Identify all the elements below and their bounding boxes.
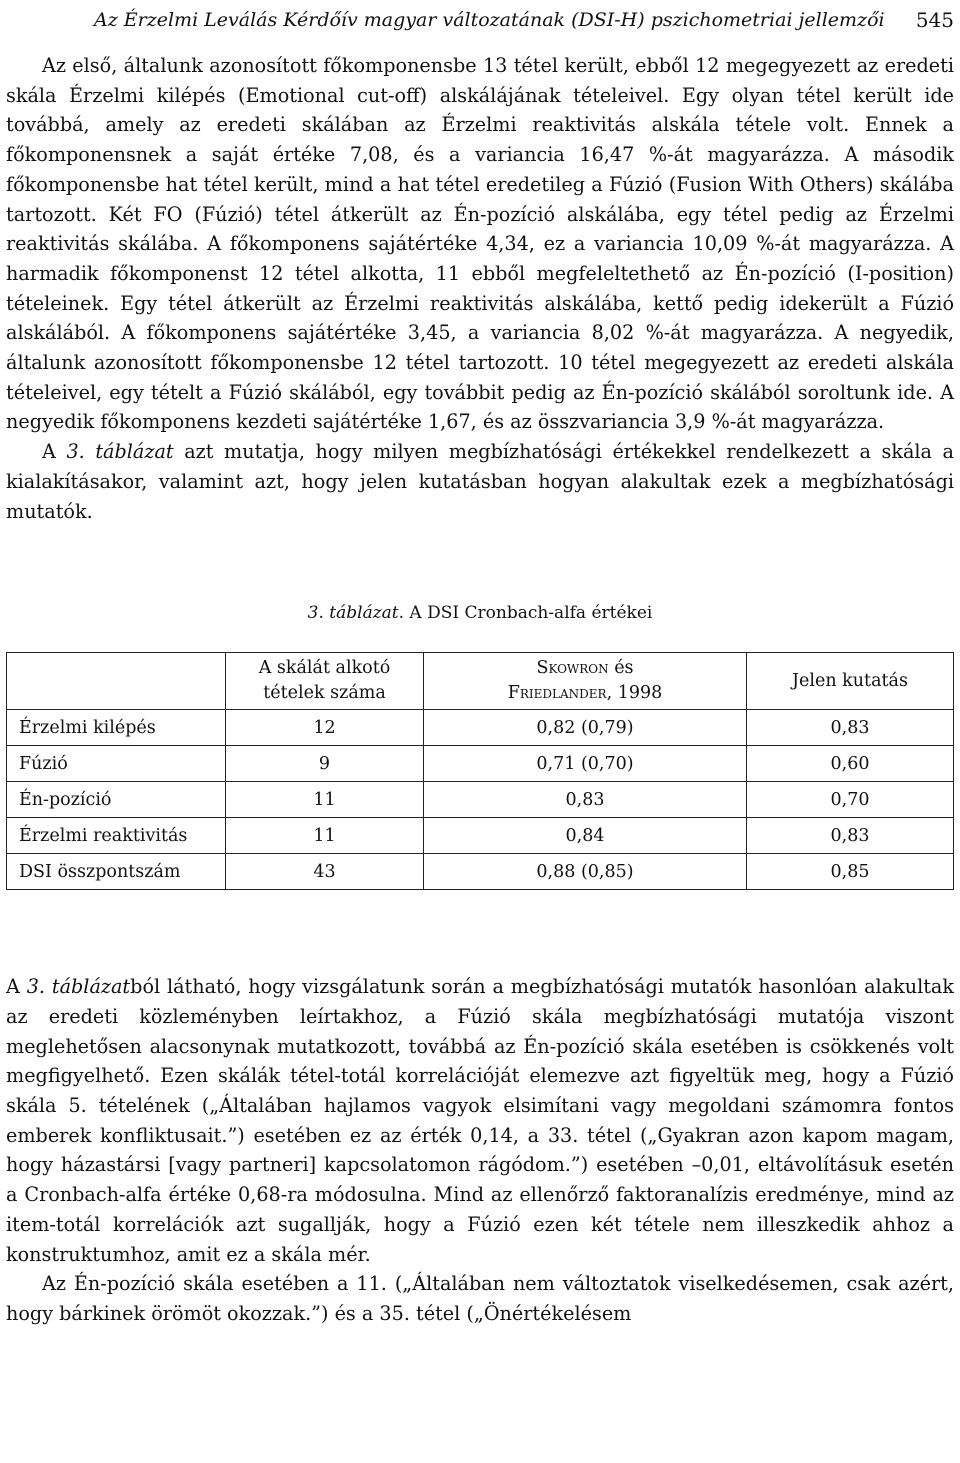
row-current-alpha: 0,85 <box>747 854 954 890</box>
row-original-alpha: 0,82 (0,79) <box>424 710 747 746</box>
header-item-count-line2: tételek száma <box>263 683 386 704</box>
table-caption-label: 3. táblázat <box>307 603 399 624</box>
row-item-count: 11 <box>226 782 424 818</box>
table-ref-number: 3. <box>66 440 85 464</box>
paragraph-i-position: Az Én-pozíció skála esetében a 11. („Általában nem változtatok viselkedésemen, csak azért, hogy bárkinek örömöt okozzak.”) és a 35. tétel („Önértékelésem <box>6 1272 954 1325</box>
table-caption-text: . A DSI Cronbach-alfa értékei <box>398 603 653 624</box>
row-label: Én-pozíció <box>7 782 226 818</box>
row-current-alpha: 0,83 <box>747 710 954 746</box>
paragraph-table-intro-lead: A <box>42 440 67 464</box>
table-ref-word: táblázat <box>84 440 174 464</box>
header-original-study <box>424 653 747 710</box>
page-number: 545 <box>915 8 954 32</box>
table-row <box>7 746 954 782</box>
header-current-study: Jelen kutatás <box>747 653 954 710</box>
header-item-count <box>226 653 424 710</box>
row-original-alpha: 0,83 <box>424 782 747 818</box>
cronbach-alpha-table <box>6 652 954 890</box>
row-item-count: 11 <box>226 818 424 854</box>
header-year: , 1998 <box>606 683 663 704</box>
header-and: és <box>608 658 634 679</box>
table-row <box>7 818 954 854</box>
row-label: Fúzió <box>7 746 226 782</box>
row-current-alpha: 0,70 <box>747 782 954 818</box>
table-row <box>7 782 954 818</box>
row-current-alpha: 0,83 <box>747 818 954 854</box>
page <box>6 0 954 1329</box>
header-item-count-line1: A skálát alkotó <box>258 658 391 679</box>
row-label: DSI összpontszám <box>7 854 226 890</box>
paragraph-factor-analysis: Az első, általunk azonosított főkomponensbe 13 tétel került, ebből 12 megegyezett az eredeti skála Érzelmi kilépés (Emotional cut-off) alskálájának tételeivel. Egy olyan tétel került ide továbbá, amely az eredeti skálában az Érzelmi reaktivitás alskála tétele volt. Ennek a főkomponensnek a saját értéke 7,08, és a variancia 16,47 %-át magyarázza. A második főkomponensbe hat tétel került, mind a hat tétel eredetileg a Fúzió (Fusion With Others) skálába tartozott. Két FO (Fúzió) tétel átkerült az Én-pozíció alskálába, egy tétel pedig az Érzelmi reaktivitás skálába. A főkomponens sajátértéke 4,34, ez a variancia 10,09 %-át magyarázza. A harmadik főkomponenst 12 tétel alkotta, 11 ebből megfeleltethető az Én-pozíció (I-position) tételeinek. Egy tétel átkerült az Érzelmi reaktivitás alskálába, kettő pedig idekerült a Fúzió alskálából. A főkomponens sajátértéke 3,45, a variancia 8,02 %-át magyarázza. A negyedik, általunk azonosított főkomponensbe 12 tétel tartozott. 10 tétel megegyezett az eredeti alskála tételeivel, egy tételt a Fúzió skálából, egy továbbit pedig az Én-pozíció skálából soroltunk ide. A negyedik főkomponens kezdeti sajátértéke 1,67, és az összvariancia 3,9 %-át magyarázza. <box>6 54 954 434</box>
paragraph-table-intro <box>6 437 954 526</box>
table-ref-number: 3. <box>26 975 46 999</box>
row-item-count: 9 <box>226 746 424 782</box>
paragraph-reliability-discussion <box>6 972 954 1269</box>
paragraph-table-intro-rest: azt mutatja, hogy milyen megbízhatósági értékekkel rendelkezett a skála a kialakításakor, valamint azt, hogy jelen kutatásban hogyan alakultak ezek a megbízhatósági mutatók. <box>6 440 954 523</box>
header-blank <box>7 653 226 710</box>
table-row <box>7 854 954 890</box>
table-row <box>7 710 954 746</box>
paragraph-reliability-lead: A <box>6 975 27 999</box>
running-title: Az Érzelmi Leválás Kérdőív magyar változatának (DSI-H) pszichometriai jellemzői <box>94 9 885 31</box>
row-current-alpha: 0,60 <box>747 746 954 782</box>
running-header <box>6 0 954 40</box>
header-author-1: Skowron <box>536 658 609 679</box>
row-original-alpha: 0,84 <box>424 818 747 854</box>
paragraph-reliability-rest: ból látható, hogy vizsgálatunk során a megbízhatósági mutatók hasonlóan alakultak az eredeti közleményben leírtakhoz, a Fúzió skála megbízhatósági mutatója viszont meglehetősen alacsonynak mutatkozott, továbbá az Én-pozíció skála esetében is csökkenés volt megfigyelhető. Ezen skálák tétel-totál korrelációját elemezve azt figyeltük meg, hogy a Fúzió skála 5. tételének („Általában hajlamos vagyok elsimítani vagy megoldani számomra fontos emberek konfliktusait.”) esetében ez az érték 0,14, a 33. tétel („Gyakran azon kapom magam, hogy házastársi [vagy partneri] kapcsolatomon rágódom.”) esetében –0,01, eltávolításuk esetén a Cronbach-alfa értéke 0,68-ra módosulna. Mind az ellenőrző faktoranalízis eredménye, mind az item-totál korrelációk azt sugallják, hogy a Fúzió ezen két tétele nem illeszkedik ahhoz a konstruktumhoz, amit ez a skála mér. <box>6 975 954 1266</box>
header-author-2: Friedlander <box>507 683 607 704</box>
row-label: Érzelmi kilépés <box>7 710 226 746</box>
row-original-alpha: 0,88 (0,85) <box>424 854 747 890</box>
table-header-row <box>7 653 954 710</box>
row-label: Érzelmi reaktivitás <box>7 818 226 854</box>
table-caption <box>6 602 954 624</box>
row-item-count: 43 <box>226 854 424 890</box>
row-item-count: 12 <box>226 710 424 746</box>
table-ref-word: táblázat <box>45 975 131 999</box>
row-original-alpha: 0,71 (0,70) <box>424 746 747 782</box>
